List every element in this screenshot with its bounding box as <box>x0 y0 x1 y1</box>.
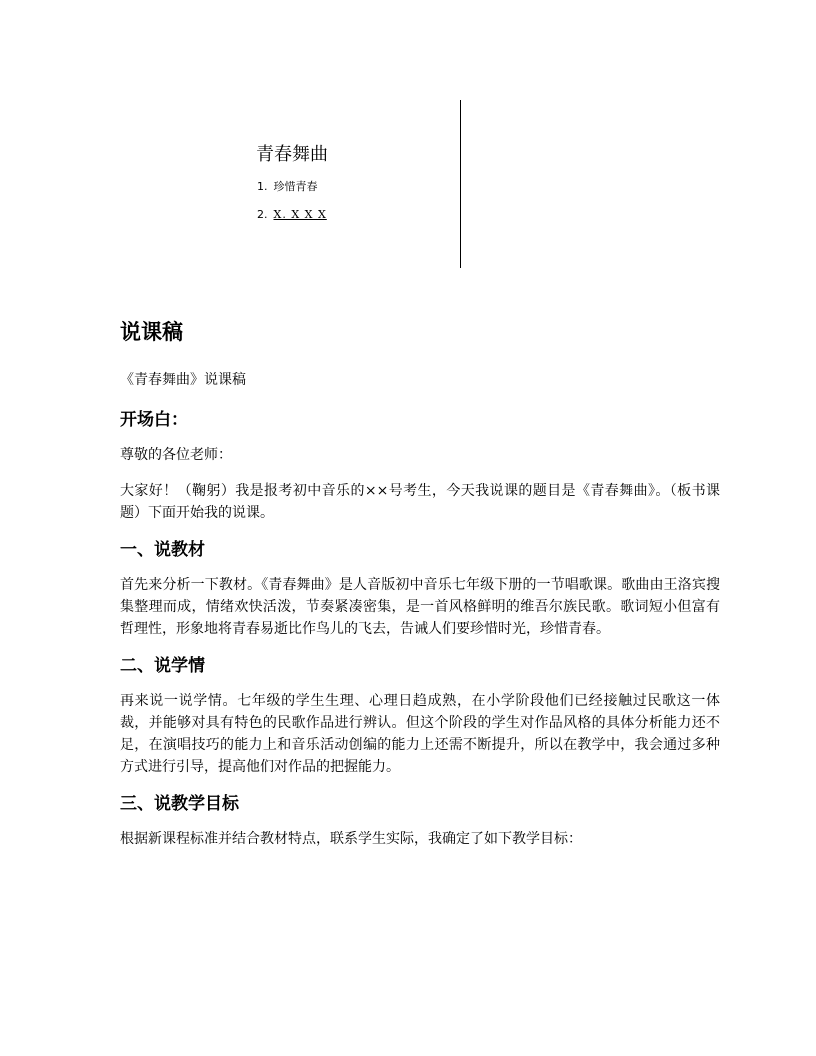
paragraph-objectives: 根据新课程标准并结合教材特点，联系学生实际，我确定了如下教学目标： <box>120 831 582 847</box>
paragraph-textbook: 首先来分析一下教材。《青春舞曲》是人音版初中音乐七年级下册的一节唱歌课。歌曲由王洛宾搜集整理而成，情绪欢快活泼，节奏紧凑密集，是一首风格鲜明的维吾尔族民歌。歌词短小但富有哲理性，形象地将青春易逝比作鸟儿的飞去，告诫人们要珍惜时光，珍惜青春。 <box>120 577 720 637</box>
section-heading-opening: 开场白： <box>120 410 188 430</box>
paragraph-intro: 大家好！（鞠躬）我是报考初中音乐的××号考生，今天我说课的题目是《青春舞曲》。（板书课题）下面开始我的说课。 <box>120 483 720 521</box>
section-heading-objectives: 三、说教学目标 <box>120 794 239 814</box>
board-item <box>257 180 318 194</box>
document-title: 说课稿 <box>120 320 183 344</box>
document-body <box>120 316 720 864</box>
board-item <box>257 208 327 222</box>
document-subtitle: 《青春舞曲》说课稿 <box>120 372 246 388</box>
board-item-number: 1. <box>257 180 268 193</box>
board-item-number: 2. <box>257 208 268 221</box>
board-divider-line <box>460 100 461 268</box>
section-heading-textbook: 一、说教材 <box>120 540 205 560</box>
board-item-text: 珍惜青春 <box>273 180 318 193</box>
paragraph-students: 再来说一说学情。七年级的学生生理、心理日趋成熟，在小学阶段他们已经接触过民歌这一体裁，并能够对具有特色的民歌作品进行辨认。但这个阶段的学生对作品风格的具体分析能力还不足，在演唱技巧的能力上和音乐活动创编的能力上还需不断提升，所以在教学中，我会通过多种方式进行引导，提高他们对作品的把握能力。 <box>120 693 720 775</box>
board-title: 青春舞曲 <box>256 144 328 165</box>
section-heading-students: 二、说学情 <box>120 656 205 676</box>
paragraph-greeting: 尊敬的各位老师： <box>120 447 232 463</box>
blackboard-design <box>240 100 462 268</box>
rhythm-notation: X. X X X <box>273 208 327 221</box>
